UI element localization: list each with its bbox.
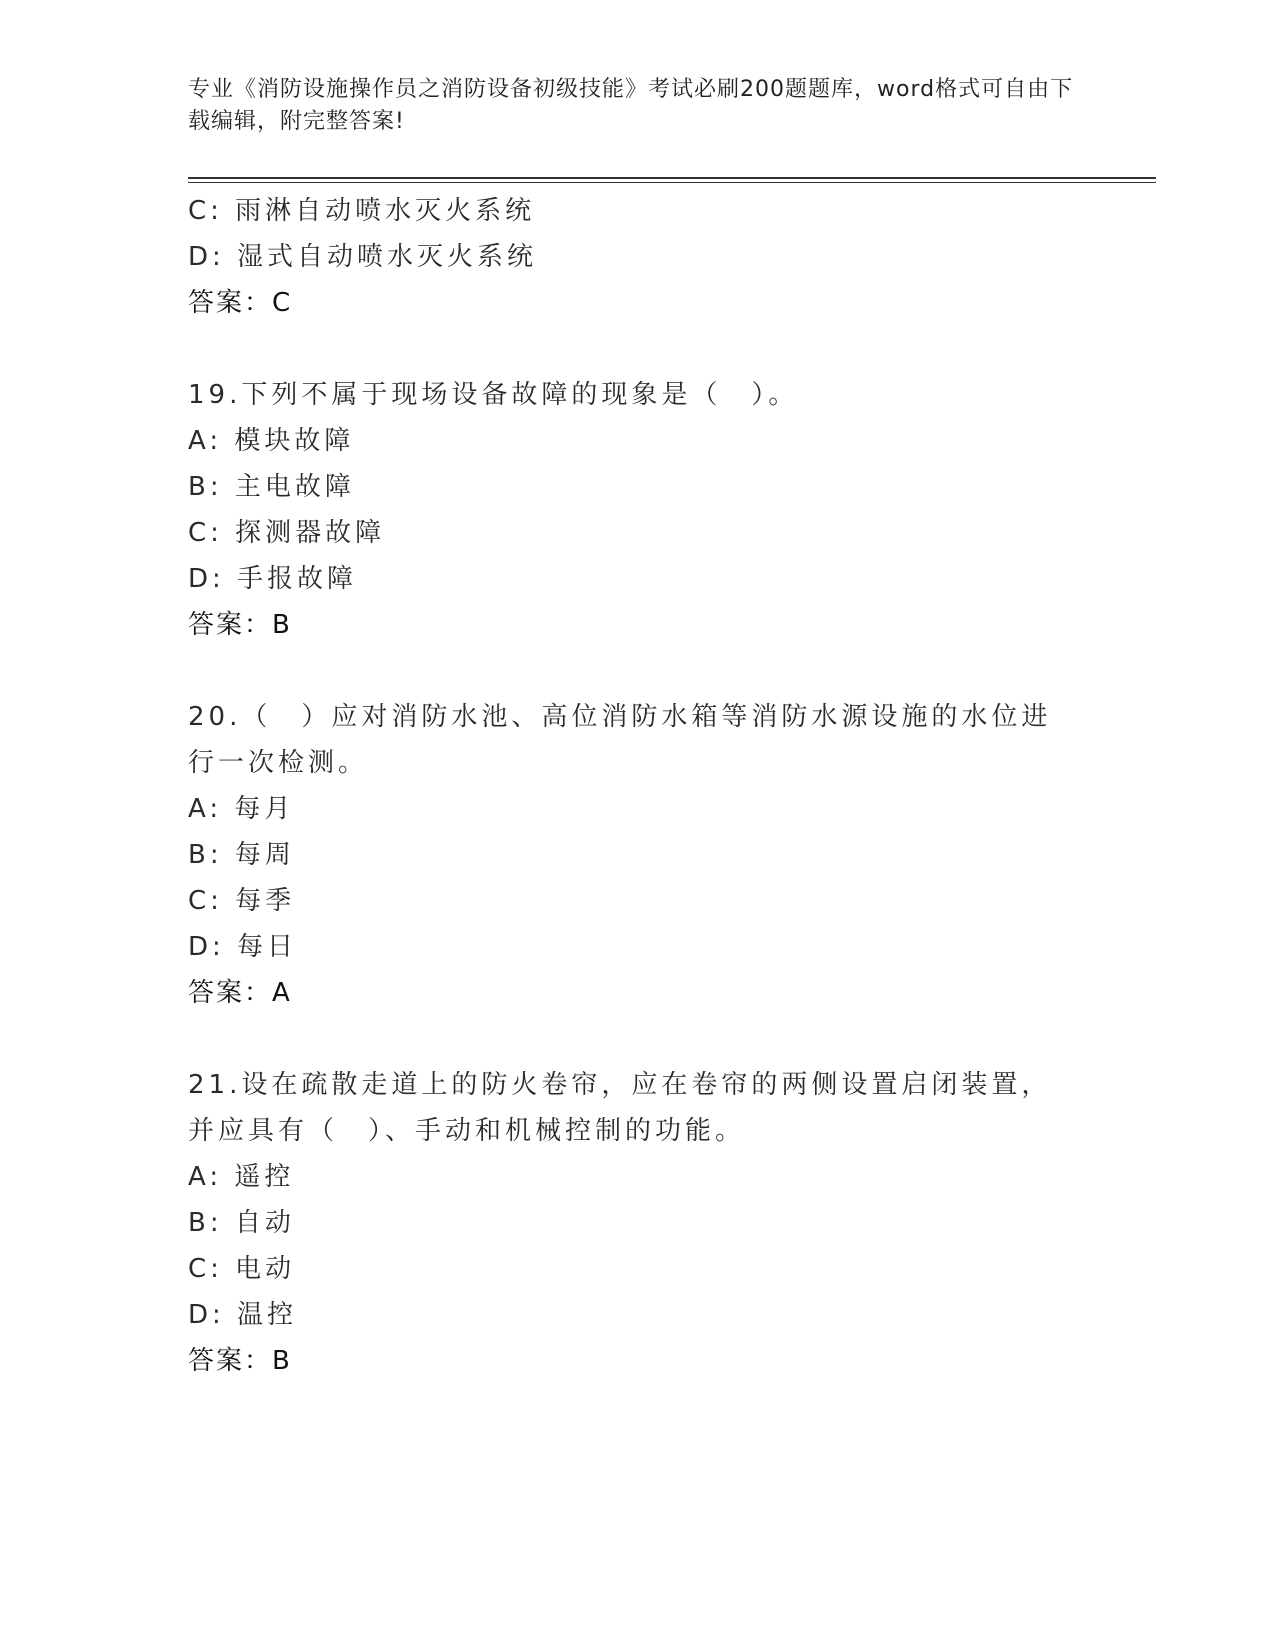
option-d: D: 每日 [188,932,298,962]
option-b: B: 自动 [188,1208,295,1238]
spacer [188,326,1088,372]
question-stem: 20.（ ）应对消防水池、高位消防水箱等消防水源设施的水位进行一次检测。 [188,702,1052,778]
question-21 [188,1062,1088,1384]
option-d: D: 温控 [188,1300,298,1330]
question-stem: 21.设在疏散走道上的防火卷帘，应在卷帘的两侧设置启闭装置，并应具有（ ）、手动和机械控制的功能。 [188,1070,1052,1146]
option-d: D: 湿式自动喷水灭火系统 [188,242,538,272]
question-20 [188,694,1088,1016]
header-divider-thin [188,182,1156,183]
option-d: D: 手报故障 [188,564,358,594]
answer: 答案：C [188,288,293,318]
option-c: C: 电动 [188,1254,296,1284]
document-header: 专业《消防设施操作员之消防设备初级技能》考试必刷200题题库，word格式可自由下载编辑，附完整答案! [188,77,1074,134]
spacer [188,648,1088,694]
option-b: B: 主电故障 [188,472,355,502]
spacer [188,1016,1088,1062]
option-c: C: 探测器故障 [188,518,386,548]
question-stem: 19.下列不属于现场设备故障的现象是（ ）。 [188,380,799,410]
answer: 答案：B [188,1346,292,1376]
option-c: C: 每季 [188,886,296,916]
option-a: A: 遥控 [188,1162,295,1192]
question-list [188,188,1088,1384]
question-19 [188,372,1088,648]
option-a: A: 模块故障 [188,426,355,456]
answer: 答案：A [188,978,292,1008]
header-divider [188,177,1156,179]
option-b: B: 每周 [188,840,295,870]
option-a: A: 每月 [188,794,295,824]
answer: 答案：B [188,610,292,640]
option-c: C: 雨淋自动喷水灭火系统 [188,196,536,226]
question-18-tail [188,188,1088,326]
